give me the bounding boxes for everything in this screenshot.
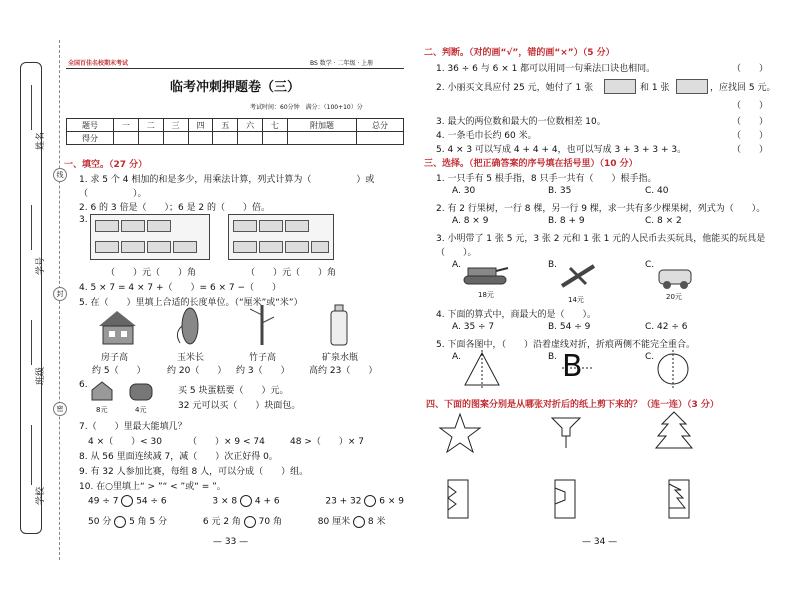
q5-item-1-name: 房子高 — [101, 353, 129, 363]
score-head: 四 — [188, 119, 213, 132]
class-label: 班级 — [36, 366, 46, 385]
money-picture-1 — [90, 214, 210, 260]
judge-2-part-b: 和 1 张 — [640, 83, 670, 93]
q5-item-2-name: 玉米长 — [177, 353, 205, 363]
banner: 全国百佳名校期末考试 — [68, 60, 129, 67]
q9: 9. 有 32 人参加比赛，每组 8 人，可以分成（ ）组。 — [79, 467, 309, 477]
compare-right: 5 角 5 分 — [129, 517, 168, 527]
judge-4: 4. 一条毛巾长约 60 米。 — [436, 131, 537, 141]
q3-blank-1: （ ）元（ ）角 — [106, 268, 197, 278]
q5-item-3-blank: 约 3（ ） — [236, 366, 290, 376]
diamond-shape[interactable] — [548, 414, 584, 450]
q1-line1: 1. 求 5 个 4 相加的和是多少，用乘法计算，列式计算为（ ）或 — [79, 175, 375, 185]
folded-paper-3[interactable] — [667, 478, 691, 520]
score-head: 一 — [113, 119, 138, 132]
tank-picture — [462, 260, 510, 288]
score-head: 三 — [163, 119, 188, 132]
choice-4: 4. 下面的算式中，商最大的是（ ）。 — [436, 310, 596, 320]
score-cell[interactable] — [357, 132, 404, 145]
banknote-10-picture — [676, 79, 708, 94]
score-cell[interactable] — [188, 132, 213, 145]
choice-2-option-a: A. 8 × 9 — [452, 216, 489, 226]
q6-part-a: 买 5 块蛋糕要（ ）元。 — [178, 386, 289, 396]
choice-2-option-c: C. 8 × 2 — [645, 216, 682, 226]
choice-4-option-c: C. 42 ÷ 6 — [645, 322, 688, 332]
section-3-heading: 三、选择。（把正确答案的序号填在括号里）（10 分） — [424, 159, 638, 169]
star-shape[interactable] — [438, 412, 482, 456]
judge-5-answer[interactable]: （ ） — [732, 145, 769, 155]
compare-right: 8 米 — [367, 517, 386, 527]
choice-4-option-a: A. 35 ÷ 7 — [452, 322, 495, 332]
choice-3-option-a-label: A. — [452, 260, 461, 270]
section-2-heading: 二、判断。（对的画“√”，错的画“×”）（5 分） — [424, 48, 615, 58]
compare-left: 3 × 8 — [212, 496, 238, 507]
compare-left: 80 厘米 — [317, 517, 351, 527]
score-row-label: 得分 — [67, 132, 114, 145]
q3-number: 3. — [79, 215, 88, 225]
money-picture-2 — [228, 214, 334, 260]
cake-price: 8元 — [96, 406, 108, 414]
car-picture — [655, 262, 695, 290]
compare-left: 23 + 32 — [325, 496, 362, 507]
seal-char-3: 密 — [53, 402, 67, 416]
class-line — [31, 320, 32, 365]
choice-3-option-b-label: B. — [548, 260, 558, 270]
score-head: 五 — [213, 119, 238, 132]
q8: 8. 从 56 里面连续减 7，减（ ）次正好得 0。 — [79, 452, 278, 462]
score-table — [66, 118, 404, 145]
q10: 10. 在○里填上“ > ”“ < ”或“ = ”。 — [79, 482, 226, 492]
school-line — [31, 425, 32, 485]
seal-char-2: 封 — [53, 287, 67, 301]
page-number-right: — 34 — — [582, 537, 618, 547]
q2: 2. 6 的 3 倍是（ ）；6 是 2 的（ ）倍。 — [79, 203, 271, 213]
score-cell[interactable] — [113, 132, 138, 145]
judge-2-part-a: 2. 小丽买文具应付 25 元，她付了 1 张 — [436, 83, 594, 93]
compare-right: 70 角 — [258, 517, 282, 527]
judge-3-answer[interactable]: （ ） — [732, 117, 769, 127]
q6-number: 6. — [79, 380, 88, 390]
q1-line2: （ ）。 — [79, 189, 147, 199]
school-label: 学校 — [36, 486, 46, 505]
compare-circle[interactable] — [364, 495, 376, 507]
seal-char-1: 线 — [53, 168, 67, 182]
compare-left: 50 分 — [88, 517, 112, 527]
score-cell[interactable] — [138, 132, 163, 145]
bamboo-picture — [242, 303, 282, 347]
page-title: 临考冲刺押题卷（三） — [169, 80, 300, 95]
q7: 7.（ ）里最大能填几？ — [79, 422, 187, 432]
letter-b-fold-line — [562, 350, 592, 386]
choice-3-end: （ ）。 — [436, 248, 477, 258]
judge-2-part-c: ，应找回 5 元。 — [710, 83, 776, 93]
tree-shape[interactable] — [654, 410, 694, 456]
score-head: 二 — [138, 119, 163, 132]
circle-figure — [654, 350, 692, 388]
compare-left: 6 元 2 角 — [202, 517, 241, 527]
choice-1: 1. 一只手有 5 根手指，8 只手一共有（ ）根手指。 — [436, 174, 657, 184]
compare-circle[interactable] — [353, 516, 365, 528]
q4: 4. 5 × 7 = 4 × 7 +（ ）= 6 × 7 −（ ） — [79, 283, 282, 293]
choice-1-option-a: A. 30 — [452, 186, 476, 196]
judge-3: 3. 最大的两位数和最大的一位数相差 10。 — [436, 117, 606, 127]
compare-left: 49 ÷ 7 — [88, 496, 119, 507]
judge-1: 1. 36 ÷ 6 与 6 × 1 都可以用同一句乘法口诀也相同。 — [436, 64, 656, 74]
triangle-figure — [462, 350, 502, 388]
q7-item-2: （ ）× 9 < 74 — [188, 437, 265, 447]
judge-5: 5. 4 × 3 可以写成 4 + 4 + 4，也可以写成 3 + 3 + 3 + 3。 — [436, 145, 687, 155]
compare-right: 4 + 6 — [254, 496, 280, 507]
choice-3-option-c-price: 20元 — [666, 293, 682, 301]
q6-part-b: 32 元可以买（ ）块面包。 — [178, 401, 301, 411]
number-line — [31, 205, 32, 250]
compare-circle[interactable] — [244, 516, 256, 528]
score-head: 题号 — [67, 119, 114, 132]
score-cell[interactable] — [238, 132, 263, 145]
choice-5-option-a: A. — [452, 352, 461, 362]
house-picture — [95, 308, 140, 346]
bread-price: 4元 — [135, 406, 147, 414]
choice-4-option-b: B. 54 ÷ 9 — [548, 322, 591, 332]
cake-picture — [90, 378, 114, 402]
q5-item-4-name: 矿泉水瓶 — [322, 353, 359, 363]
banknote-20-picture — [604, 79, 636, 94]
choice-2-option-b: B. 8 + 9 — [548, 216, 585, 226]
choice-1-option-c: C. 40 — [645, 186, 669, 196]
score-cell[interactable] — [287, 132, 356, 145]
letter-b-figure: B — [562, 349, 583, 384]
compare-row-1 — [88, 495, 404, 507]
choice-1-option-b: B. 35 — [548, 186, 572, 196]
judge-4-answer[interactable]: （ ） — [732, 131, 769, 141]
score-cell[interactable] — [263, 132, 288, 145]
page-number-left: — 33 — — [213, 537, 249, 547]
choice-3: 3. 小明带了 1 张 5 元，3 张 2 元和 1 张 1 元的人民币去买玩具，他能买的玩具是 — [436, 234, 766, 244]
choice-5: 5. 下面各图中，（ ）沿着虚线对折，折痕两侧不能完全重合。 — [436, 340, 695, 350]
choice-3-option-b-price: 14元 — [568, 296, 584, 304]
compare-row-2 — [88, 514, 385, 528]
airplane-picture — [558, 260, 598, 292]
compare-circle[interactable] — [121, 495, 133, 507]
q5: 5. 在（ ）里填上合适的长度单位。（“厘米”或“米”） — [79, 298, 303, 308]
compare-circle[interactable] — [114, 516, 126, 528]
name-label: 姓名 — [36, 131, 46, 150]
compare-right: 6 × 9 — [379, 496, 404, 507]
score-head: 附加题 — [287, 119, 356, 132]
bread-picture — [128, 378, 154, 402]
choice-3-option-c-label: C. — [645, 260, 655, 270]
score-head: 总分 — [357, 119, 404, 132]
bottle-picture — [327, 303, 351, 347]
compare-circle[interactable] — [240, 495, 252, 507]
q5-item-4-blank: 高约 23（ ） — [309, 366, 378, 376]
q7-item-3: 48 >（ ）× 7 — [290, 437, 364, 447]
series-label: BS 数学 · 二年级 · 上册 — [310, 60, 374, 67]
judge-1-answer[interactable]: （ ） — [732, 64, 769, 74]
exam-info: 考试时间：60分钟 满分：（100+10）分 — [250, 104, 363, 111]
folded-paper-2[interactable] — [553, 478, 577, 520]
number-label: 学号 — [36, 256, 46, 275]
choice-5-option-b: B. — [548, 352, 558, 362]
score-cell[interactable] — [213, 132, 238, 145]
score-cell[interactable] — [163, 132, 188, 145]
choice-2: 2. 有 2 行果树，一行 8 棵，另一行 9 棵，求一共有多少棵果树，列式为（ ）。 — [436, 204, 766, 214]
q7-item-1: 4 ×（ ）< 30 — [88, 437, 162, 447]
q5-item-1-blank: 约 5（ ） — [92, 366, 146, 376]
name-line — [31, 85, 32, 130]
judge-2-answer[interactable]: （ ） — [732, 101, 769, 111]
section-4-heading: 四、下面的图案分别是从哪张对折后的纸上剪下来的？（连一连）（3 分） — [426, 400, 719, 410]
q5-item-3-name: 竹子高 — [249, 353, 277, 363]
folded-paper-1[interactable] — [446, 478, 470, 520]
corn-picture — [170, 305, 210, 347]
compare-right: 54 ÷ 6 — [136, 496, 167, 507]
choice-3-option-a-price: 18元 — [478, 291, 494, 299]
score-head: 七 — [263, 119, 288, 132]
section-1-heading: 一、填空。（27 分） — [64, 160, 148, 170]
score-head: 六 — [238, 119, 263, 132]
choice-5-option-c: C. — [645, 352, 655, 362]
q5-item-2-blank: 约 20（ ） — [167, 366, 227, 376]
q3-blank-2: （ ）元（ ）角 — [246, 268, 337, 278]
